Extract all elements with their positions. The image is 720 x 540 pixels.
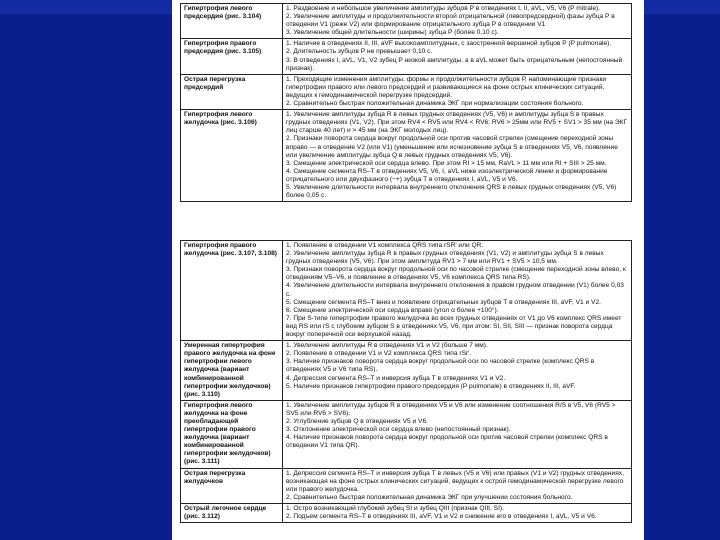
sign-item: 3. В отведениях I, aVL, V1, V2 зубец Р низкой амплитуды, а в aVL может быть отрицательным (непостоянный признак). bbox=[286, 56, 623, 72]
sign-item: 6. Смещение электрической оси сердца вправо (угол α более +100°). bbox=[286, 306, 499, 314]
signs-cell bbox=[283, 341, 632, 401]
sign-item: 2. Увеличение амплитуды зубца R в правых грудных отведениях (V1, V2) и амплитуды зубца S в левых грудных отведениях (V5, V6). При этом амплитуда RV1 > 7 мм или RV1 + SV5 > 10,5 мм. bbox=[286, 250, 604, 266]
sign-item: 3. Смещение электрической оси сердца влево. При этом RI > 15 мм, RaVL > 11 мм или RI + SIII > 25 мм. bbox=[286, 159, 607, 167]
sign-item: 7. При S-типе гипертрофии правого желудочка во всех грудных отведениях от V1 до V6 комплекс QRS имеет вид RS или rS с глубоким зубцом S в отведениях V5, V6, при этом: SI, SII, SIII — признак поворота сердца вокруг поперечной оси верхушкой назад. bbox=[286, 314, 622, 339]
sign-item: 2. Признаки поворота сердца вокруг продольной оси против часовой стрелки (смещение переходной зоны вправо — в отведение V2 (или V1) (уменьшение или исчезновение зубца S в отведениях V5, V6, появление или увеличение амплитуды зубца Q в левых грудных отведениях V5, V6). bbox=[286, 135, 618, 159]
signs-cell bbox=[283, 400, 632, 468]
condition-cell: Гипертрофия правого желудочка (рис. 3.107, 3.108) bbox=[181, 241, 283, 341]
table-row bbox=[181, 39, 632, 74]
sign-item: 2. Увеличение амплитуды и продолжительности второй отрицательной (левопредсердной) фазы зубца Р в отведении V1 (реже V2) или формирование отрицательного зубца Р в отведении V1 bbox=[286, 13, 615, 29]
sign-item: 2. Сравнительно быстрая положительная динамика ЭКГ при нормализации состояния больного. bbox=[286, 100, 584, 108]
sign-item: 2. Сравнительно быстрая положительная динамика ЭКГ при улучшении состояния больного. bbox=[286, 493, 573, 501]
sign-item: 1. Наличие в отведениях II, III, aVF высокоамплитудных, с заостренной вершиной зубцов Р (P pulmonale). bbox=[286, 40, 612, 48]
hypertrophy-table-1 bbox=[180, 3, 632, 202]
sign-item: 3. Признаки поворота сердца вокруг продольной оси по часовой стрелке (смещение переходной зоны влево, к отведениям V5–V6, и появление в отведениях V5, V6 комплекса QRS типа RS). bbox=[286, 266, 626, 282]
condition-cell: Острый легочное сердце (рис. 3.112) bbox=[181, 503, 283, 522]
sign-item: 3. Отклонение электрической оси сердца влево (непостоянный признак). bbox=[286, 426, 511, 434]
signs-cell bbox=[283, 468, 632, 503]
sign-item: 4. Наличие признаков поворота сердца вокруг продольной оси против часовой стрелки (комплекс QRS в отведении V1 типа QR). bbox=[286, 434, 608, 450]
condition-cell: Гипертрофия левого желудочка (рис. 3.106) bbox=[181, 110, 283, 202]
signs-cell bbox=[283, 74, 632, 109]
sign-item: 1. Преходящие изменения амплитуды, формы и продолжительности зубцов Р, напоминающие признаки гипертрофии правого или левого предсердий и развивающиеся на фоне острых клинических ситуаций, ведущих к гемодинамической перегрузке предсердий. bbox=[286, 75, 607, 99]
sign-item: 5. Наличие признаков гипертрофии правого предсердия (P pulmonale) в отведениях II, III, aVF. bbox=[286, 382, 576, 390]
sign-item: 1. Появление в отведении V1 комплекса QRS типа rSR' или QR. bbox=[286, 242, 484, 249]
sign-item: 2. Подъем сегмента RS–T в отведениях III, aVF, V1 и V2 и снижение его в отведениях I, aVL, V5 и V6. bbox=[286, 513, 597, 520]
table-row bbox=[181, 4, 632, 39]
sign-item: 2. Углубление зубцов Q в отведениях V5 и V6. bbox=[286, 417, 428, 425]
document-page bbox=[172, 0, 644, 540]
hypertrophy-table-2 bbox=[180, 240, 632, 523]
sign-item: 2. Появление в отведении V1 и V2 комплекса QRS типа rSr'. bbox=[286, 350, 472, 358]
sign-item: 1. Раздвоение и небольшое увеличение амплитуды зубцов Р в отведениях I, II, aVL, V5, V6 (P mitrale). bbox=[286, 5, 601, 12]
table-row bbox=[181, 468, 632, 503]
sign-item: 1. Остро возникающий глубокий зубец SI и зубец QIII (признак QIII, SI). bbox=[286, 504, 504, 512]
signs-cell bbox=[283, 4, 632, 39]
sign-item: 4. Депрессия сегмента RS–T и инверсия зубца Т в отведениях V1 и V2. bbox=[286, 374, 506, 382]
sign-item: 4. Увеличение длительности интервала внутреннего отклонения в правом грудном отведении (V1) более 0,03 с. bbox=[286, 282, 624, 298]
condition-cell: Умеренная гипертрофия правого желудочка на фоне гипертрофии левого желудочка (вариант комбинированной гипертрофии желудочков) (рис. 3.110) bbox=[181, 341, 283, 401]
signs-cell bbox=[283, 503, 632, 522]
sign-item: 1. Депрессия сегмента RS–T и инверсия зубца Т в левых (V5 и V6) или правых (V1 и V2) грудных отведениях, возникающая на фоне острых клинических ситуаций, ведущих к острой гемодинамической перегрузке левого или правого желудочка. bbox=[286, 469, 624, 493]
condition-cell: Гипертрофия левого предсердия (рис. 3.104) bbox=[181, 4, 283, 39]
condition-cell: Острая перегрузка предсердий bbox=[181, 74, 283, 109]
table-row bbox=[181, 241, 632, 341]
condition-cell: Острая перегрузка желудочков bbox=[181, 468, 283, 503]
sign-item: 1. Увеличение амплитуды зубца R в левых грудных отведениях (V5, V6) и амплитуды зубца S в правых грудных отведениях (V1, V2). При этом RV4 < RV5 или RV4 < RV6; RV6 > 25мм или RV5 + SV1 > 35 мм (на ЭКГ лиц старше 40 лет) и > 45 мм (на ЭКГ молодых лиц). bbox=[286, 111, 628, 135]
condition-cell: Гипертрофия правого предсердия (рис. 3.105) bbox=[181, 39, 283, 74]
sign-item: 1. Увеличение амплитуды зубцов R в отведениях V5 и V6 или изменение соотношения R/S в V5, V6 (RV5 > SV5 или RV6 > SV6). bbox=[286, 401, 616, 417]
table-row bbox=[181, 400, 632, 468]
sign-item: 1. Увеличение амплитуды R в отведениях V1 и V2 (больше 7 мм). bbox=[286, 342, 488, 350]
signs-cell bbox=[283, 241, 632, 341]
sign-item: 5. Смещение сегмента RS–T вниз и появление отрицательных зубцов Т в отведениях III, aVF, V1 и V2. bbox=[286, 298, 601, 306]
sign-item: 3. Наличие признаков поворота сердца вокруг продольной оси по часовой стрелке (комплекс QRS в отведениях V5 и V6 типа RS). bbox=[286, 358, 595, 374]
signs-cell bbox=[283, 39, 632, 74]
sign-item: 4. Смещение сегмента RS–T в отведениях V5, V6, I, aVL ниже изоэлектрической линии и формирование отрицательного или двухфазного (−+) зубца Т в отведениях I, aVL, V5 и V6. bbox=[286, 167, 608, 183]
sign-item: 3. Увеличение общей длительности (ширины) зубца Р (более 0,10 с). bbox=[286, 29, 499, 37]
signs-cell bbox=[283, 110, 632, 202]
table-row bbox=[181, 110, 632, 202]
table-row bbox=[181, 503, 632, 522]
condition-cell: Гипертрофия левого желудочка на фоне преобладающей гипертрофии правого желудочка (вариант комбинированной гипертрофии желудочков) (рис. 3.111) bbox=[181, 400, 283, 468]
table-row bbox=[181, 341, 632, 401]
sign-item: 2. Длительность зубцов Р не превышает 0,10 с. bbox=[286, 48, 433, 56]
table-row bbox=[181, 74, 632, 109]
sign-item: 5. Увеличение длительности интервала внутреннего отклонения QRS в левых грудных отведениях (V5, V6) более 0,05 с. bbox=[286, 183, 617, 200]
